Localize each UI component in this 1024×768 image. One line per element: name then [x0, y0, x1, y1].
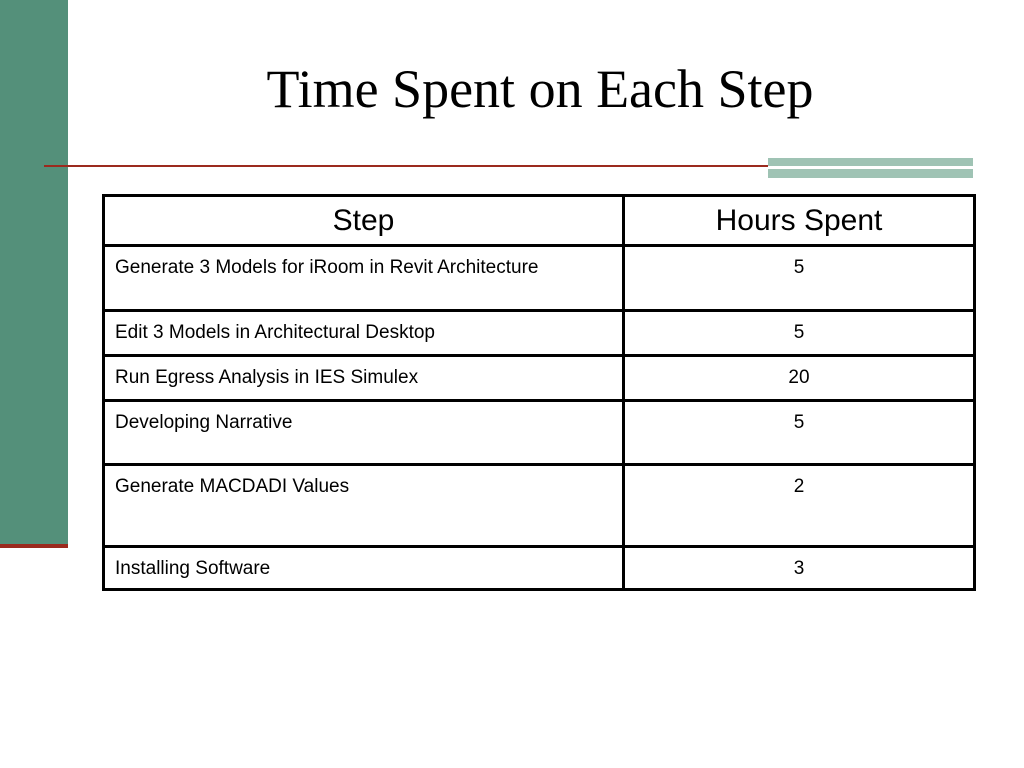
step-cell: Developing Narrative: [104, 401, 624, 465]
table-row: [104, 311, 975, 356]
column-header-hours: Hours Spent: [624, 196, 975, 246]
table-row: [104, 356, 975, 401]
hours-cell: 20: [624, 356, 975, 401]
hours-cell: 2: [624, 465, 975, 547]
slide-title: Time Spent on Each Step: [266, 59, 814, 119]
column-header-step: Step: [104, 196, 624, 246]
table-row: [104, 401, 975, 465]
hours-cell: 3: [624, 547, 975, 590]
table-header-row: [104, 196, 975, 246]
step-cell: Run Egress Analysis in IES Simulex: [104, 356, 624, 401]
step-cell: Installing Software: [104, 547, 624, 590]
time-spent-table: [102, 194, 976, 591]
left-decorative-bar: [0, 0, 68, 545]
hours-cell: 5: [624, 311, 975, 356]
title-divider: [44, 165, 769, 167]
step-cell: Generate MACDADI Values: [104, 465, 624, 547]
step-cell: Generate 3 Models for iRoom in Revit Architecture: [104, 246, 624, 311]
hours-cell: 5: [624, 246, 975, 311]
table-row: [104, 246, 975, 311]
step-cell: Edit 3 Models in Architectural Desktop: [104, 311, 624, 356]
table-row: [104, 547, 975, 590]
hours-cell: 5: [624, 401, 975, 465]
title-accent-line: [768, 166, 973, 169]
table-row: [104, 465, 975, 547]
left-bar-underline: [0, 544, 68, 548]
